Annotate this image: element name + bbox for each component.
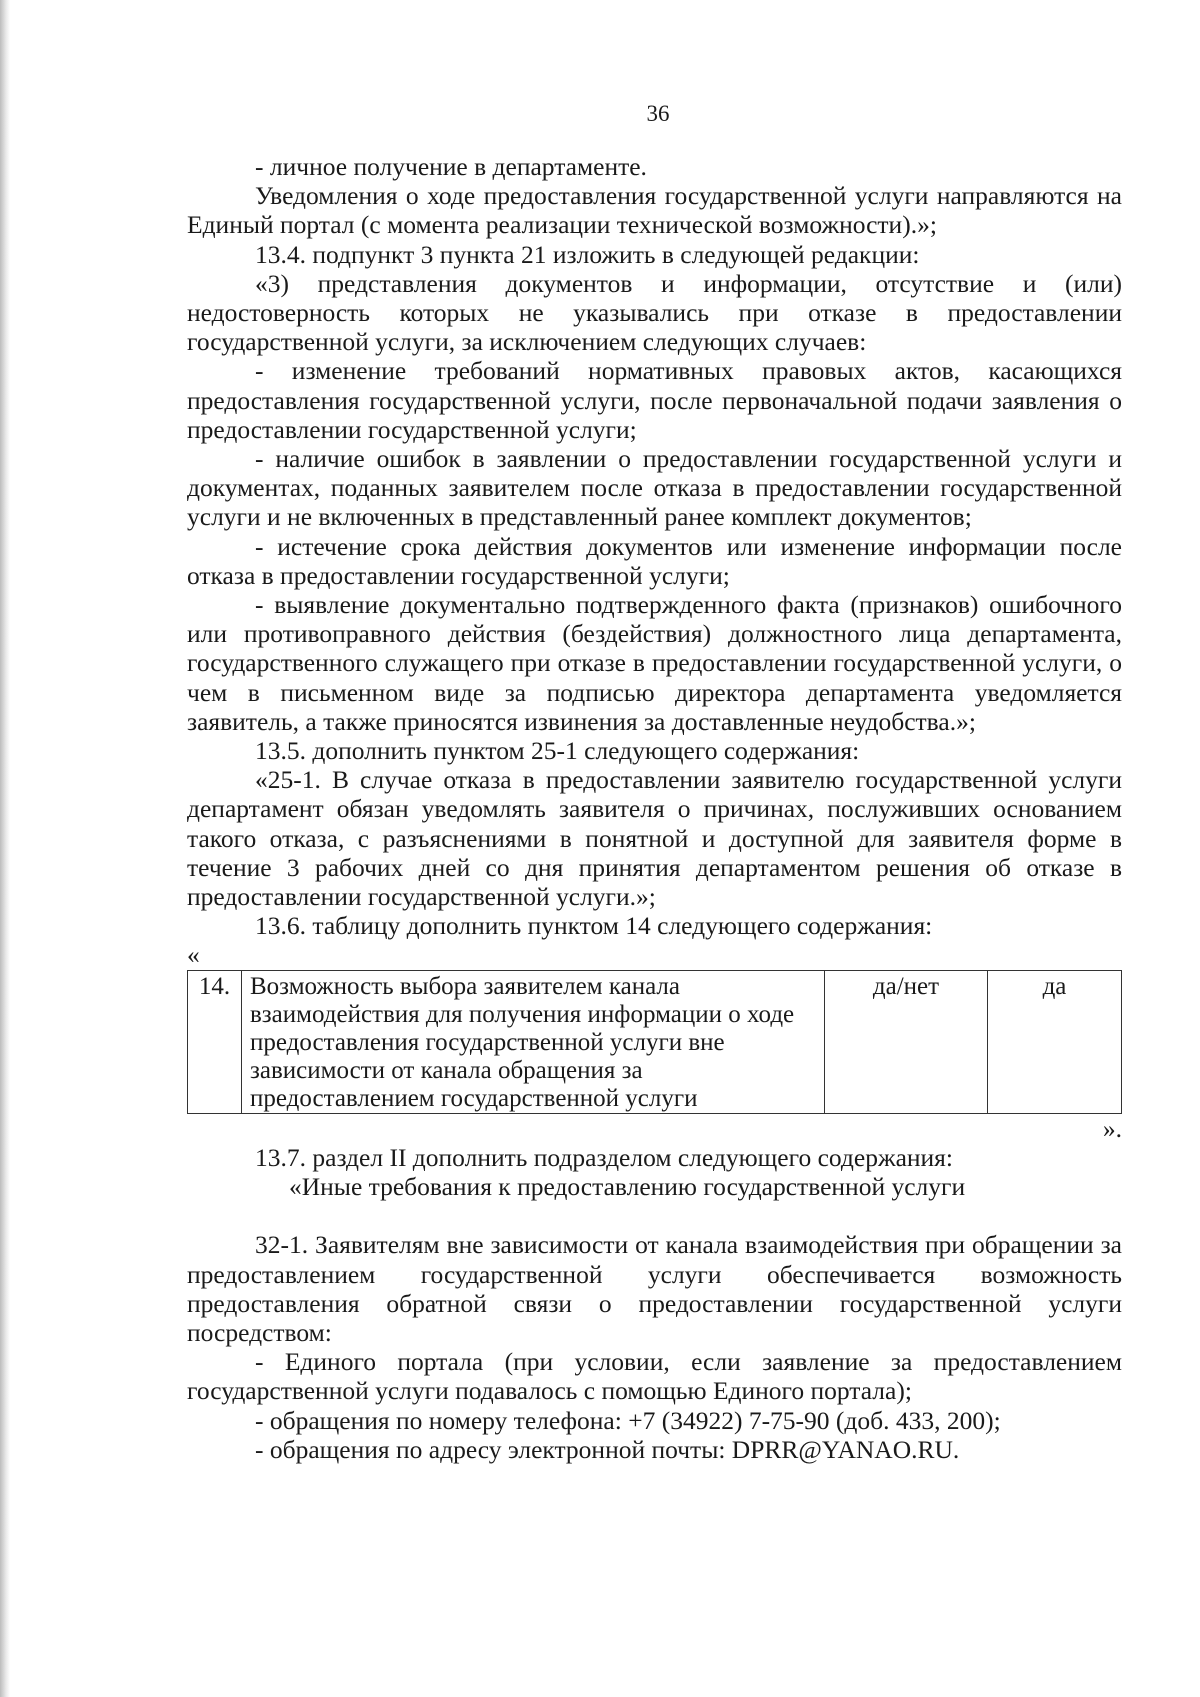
inserted-table	[187, 970, 1122, 1114]
blank-line	[187, 1201, 1122, 1230]
page-number: 36	[646, 101, 670, 126]
paragraph: 13.7. раздел II дополнить подразделом следующего содержания:	[255, 1142, 953, 1172]
row-value-options: да/нет	[825, 970, 988, 1113]
paragraph: Уведомления о ходе предоставления государственной услуги направляются на Единый портал (с момента реализации технической возможности).»;	[187, 181, 1122, 240]
paragraph: 13.5. дополнить пунктом 25-1 следующего содержания:	[255, 736, 860, 766]
row-description: Возможность выбора заявителем канала взаимодействия для получения информации о ходе предоставления государственной услуги вне зависимости от канала обращения за предоставлением государственной услуги	[242, 970, 825, 1113]
paragraph: - личное получение в департаменте.	[255, 152, 647, 181]
paragraph: - выявление документально подтвержденного факта (признаков) ошибочного или противоправного действия (бездействия) должностного лица департамента, государственного служащего при отказе в предоставлении государственной услуги, о чем в письменном виде за подписью директора департамента уведомляется заявитель, а также приносятся извинения за доставленные неудобства.»;	[187, 590, 1122, 736]
paragraph: - обращения по номеру телефона: +7 (34922) 7-75-90 (доб. 433, 200);	[255, 1405, 1001, 1435]
paragraph: - истечение срока действия документов или изменение информации после отказа в предоставлении государственной услуги;	[187, 531, 1122, 590]
paragraph: - наличие ошибок в заявлении о предоставлении государственной услуги и документах, поданных заявителем после отказа в предоставлении государственной услуги и не включенных в представленный ранее комплект документов;	[187, 444, 1122, 532]
paragraph: - Единого портала (при условии, если заявление за предоставлением государственной услуги подавалось с помощью Единого портала);	[187, 1347, 1122, 1406]
table-open-quote: «	[187, 940, 200, 970]
paragraph: 13.4. подпункт 3 пункта 21 изложить в следующей редакции:	[255, 239, 920, 269]
paragraph: - изменение требований нормативных правовых актов, касающихся предоставления государственной услуги, после первоначальной подачи заявления о предоставлении государственной услуги;	[187, 356, 1122, 444]
paragraph: «25-1. В случае отказа в предоставлении заявителю государственной услуги департамент обязан уведомлять заявителя о причинах, послуживших основанием такого отказа, с разъяснениями в понятной и доступной для заявителя форме в течение 3 рабочих дней со дня принятия департаментом решения об отказе в предоставлении государственной услуги.»;	[187, 765, 1122, 912]
document-body	[187, 152, 1122, 1464]
row-value: да	[988, 970, 1122, 1113]
row-number: 14.	[188, 970, 242, 1113]
paragraph: 13.6. таблицу дополнить пунктом 14 следующего содержания:	[255, 911, 933, 941]
paragraph: «3) представления документов и информации, отсутствие и (или) недостоверность которых не указывались при отказе в предоставлении государственной услуги, за исключением следующих случаев:	[187, 268, 1122, 357]
subsection-title: «Иные требования к предоставлению государственной услуги	[289, 1172, 966, 1202]
table-close-quote: ».	[1102, 1113, 1122, 1143]
paragraph: - обращения по адресу электронной почты: DPRR@YANAO.RU.	[255, 1434, 960, 1464]
paragraph: 32-1. Заявителям вне зависимости от канала взаимодействия при обращении за предоставлением государственной услуги обеспечивается возможность предоставления обратной связи о предоставлении государственной услуги посредством:	[187, 1230, 1122, 1347]
scan-edge-shadow	[0, 0, 10, 1697]
table-row	[188, 970, 1122, 1113]
